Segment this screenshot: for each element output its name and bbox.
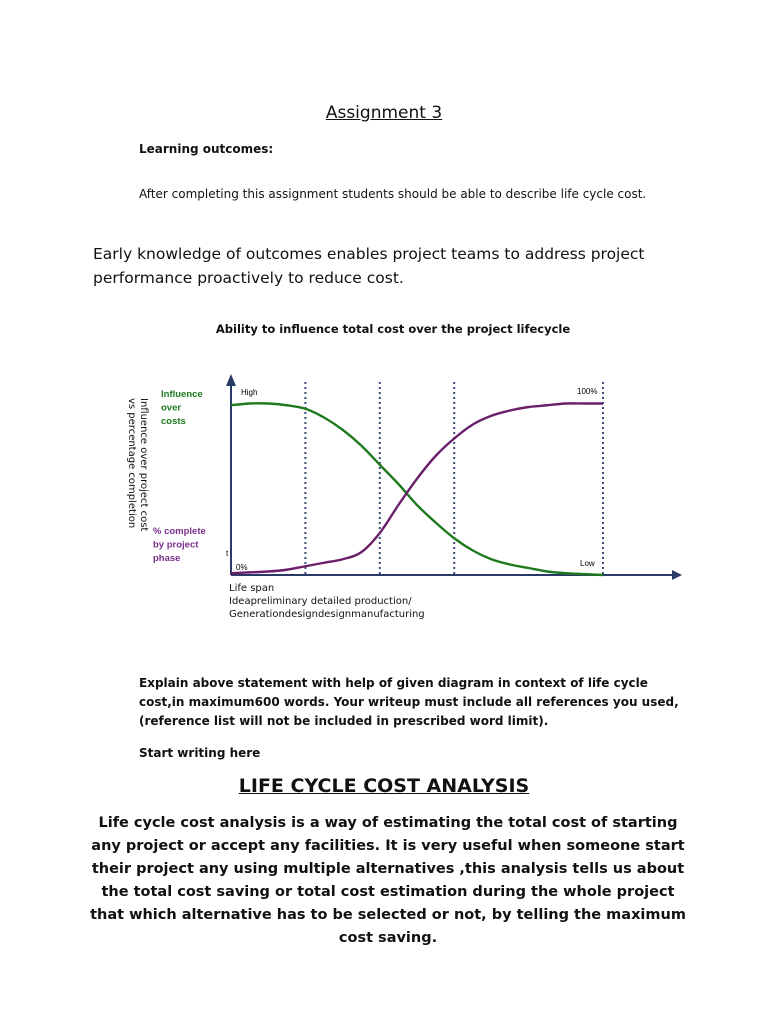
completion-curve bbox=[231, 403, 603, 573]
chart-y-axis-label: Influence over project cost vs percentage completion bbox=[126, 398, 149, 532]
t-mark: t bbox=[226, 549, 229, 558]
zero-percent-label: 0% bbox=[236, 563, 248, 572]
influence-curve bbox=[231, 403, 603, 575]
x-axis-label: Life span bbox=[229, 583, 275, 594]
x-axis-arrow bbox=[672, 570, 682, 580]
chart-series bbox=[231, 403, 603, 575]
answer-body: Life cycle cost analysis is a way of estimating the total cost of starting any project or accept any facilities. It is very useful when someone start their project any using multiple alternatives ,this analysis tells us about the total cost saving or total cost estimation during the whole project that which alternative has to be selected or not, by telling the maximum cost saving. bbox=[90, 815, 686, 946]
chart-annotations bbox=[153, 387, 597, 572]
complete-label-line: by project bbox=[153, 539, 199, 551]
y-axis-arrow bbox=[226, 374, 236, 386]
answer-heading: LIFE CYCLE COST ANALYSIS bbox=[238, 775, 530, 797]
phase-labels-line2: Generationdesigndesignmanufacturing bbox=[229, 609, 425, 620]
influence-label-line: Influence bbox=[161, 389, 203, 400]
influence-label-line: costs bbox=[161, 416, 186, 427]
phase-boundary-lines bbox=[305, 382, 603, 575]
complete-label-line: % complete bbox=[153, 526, 206, 537]
learning-outcomes-label: Learning outcomes: bbox=[139, 142, 274, 156]
complete-label-line: phase bbox=[153, 553, 181, 564]
chart-title: Ability to influence total cost over the project lifecycle bbox=[215, 322, 571, 336]
life-span-labels bbox=[229, 582, 425, 621]
assignment-title: Assignment 3 bbox=[325, 103, 443, 123]
intro-paragraph: Early knowledge of outcomes enables project teams to address project performance proactively to reduce cost. bbox=[93, 245, 645, 287]
learning-outcomes-text: After completing this assignment students should be able to describe life cycle cost. bbox=[139, 187, 647, 201]
phase-labels-line1: Ideapreliminary detailed production/ bbox=[229, 596, 412, 607]
low-label: Low bbox=[580, 559, 595, 568]
influence-label-line: over bbox=[161, 402, 182, 414]
assignment-instructions: Explain above statement with help of given diagram in context of life cycle cost,in maximum600 words. Your writeup must include all references you used, (reference list will not be included in prescribed word limit). bbox=[139, 676, 679, 728]
high-label: High bbox=[241, 388, 258, 397]
start-writing-label: Start writing here bbox=[139, 746, 261, 760]
lifecycle-chart bbox=[0, 360, 768, 590]
hundred-percent-label: 100% bbox=[577, 387, 598, 396]
